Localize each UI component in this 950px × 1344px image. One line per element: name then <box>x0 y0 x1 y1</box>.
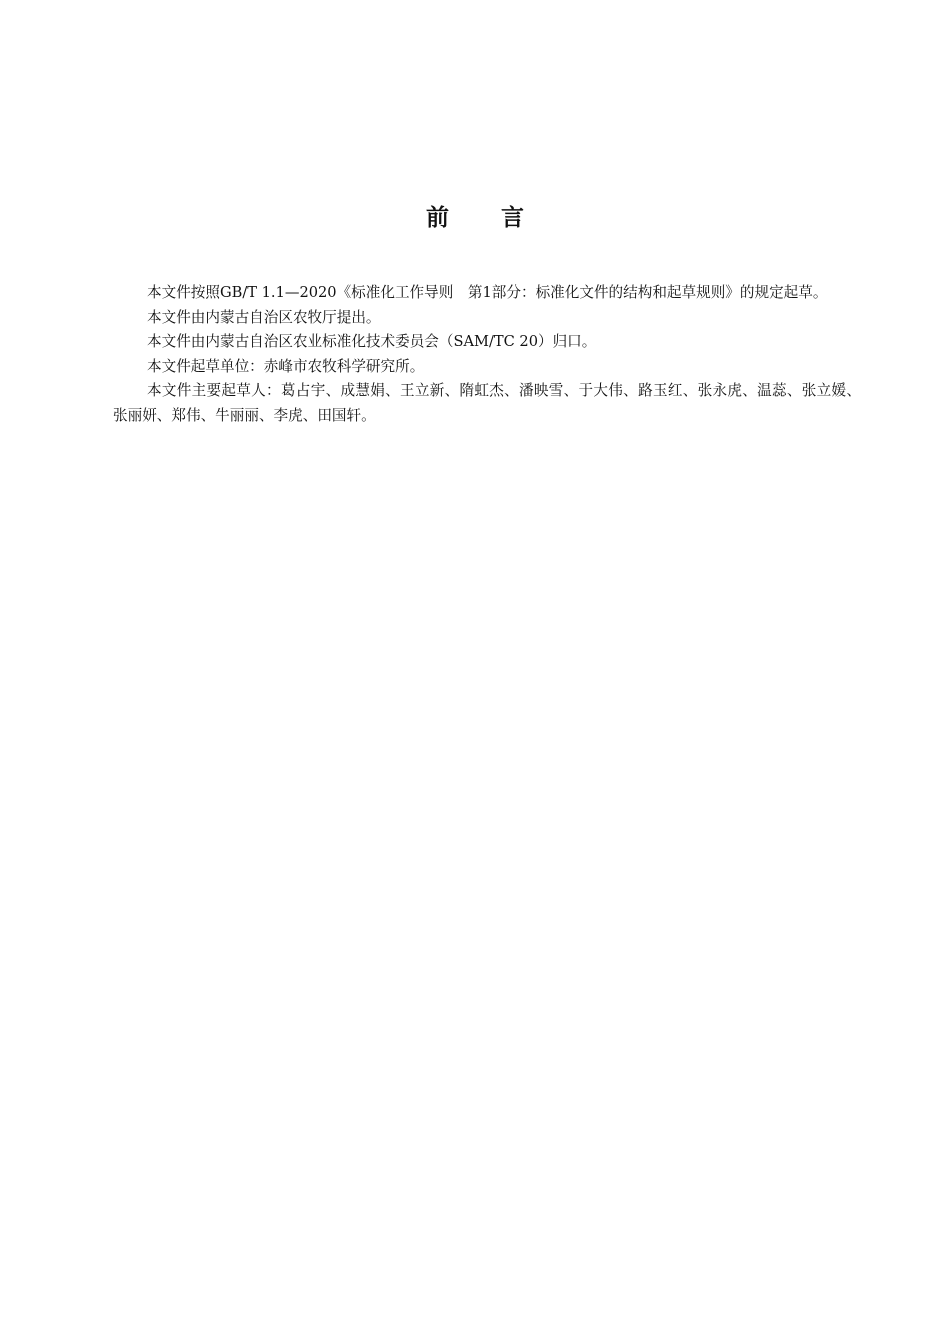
paragraph-proposed-by: 本文件由内蒙古自治区农牧厅提出。 <box>147 308 381 326</box>
title-char-1: 前 <box>426 205 449 231</box>
foreword-body <box>113 281 861 428</box>
title-char-2: 言 <box>501 205 524 231</box>
paragraph-drafters: 本文件主要起草人：葛占宇、成慧娟、王立新、隋虹杰、潘映雪、于大伟、路玉红、张永虎、温蕊、张立媛、张丽妍、郑伟、牛丽丽、李虎、田国轩。 <box>113 382 861 424</box>
paragraph-standard-reference: 本文件按照GB/T 1.1—2020《标准化工作导则 第1部分：标准化文件的结构和起草规则》的规定起草。 <box>147 284 828 301</box>
paragraph-centralized-by: 本文件由内蒙古自治区农业标准化技术委员会（SAM/TC 20）归口。 <box>147 333 597 350</box>
paragraph-drafting-unit: 本文件起草单位：赤峰市农牧科学研究所。 <box>147 357 425 375</box>
page-title <box>0 200 950 236</box>
